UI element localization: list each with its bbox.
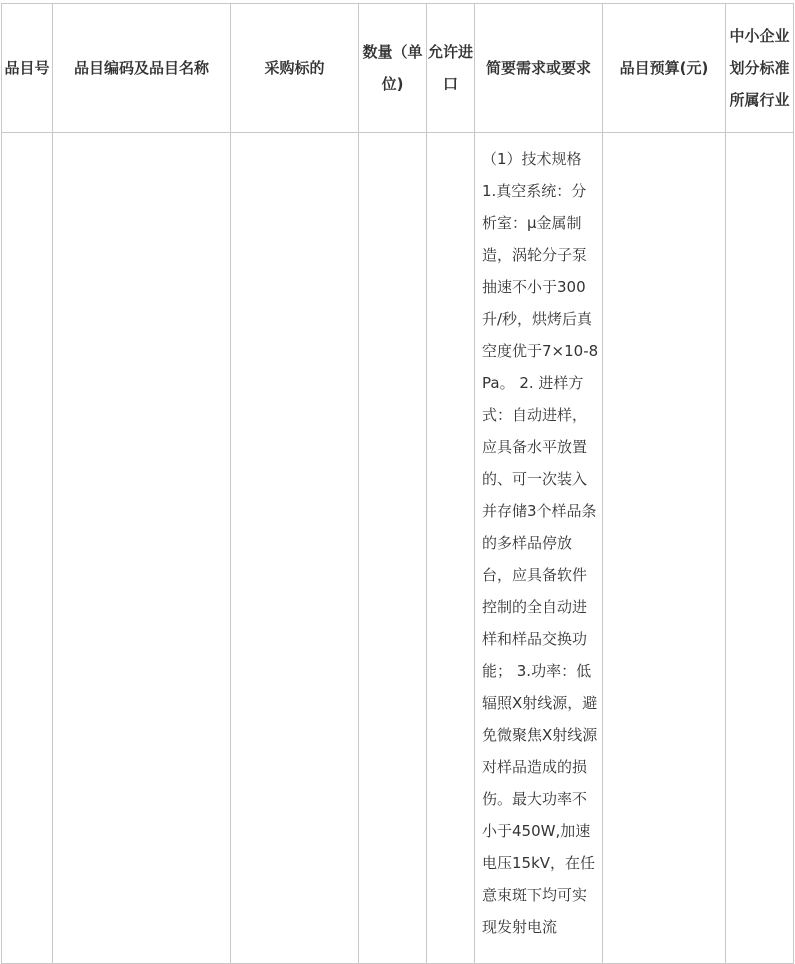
header-quantity-unit: 数量（单位): [359, 4, 427, 133]
cell-quantity-unit: [359, 133, 427, 964]
header-item-code-name: 品目编码及品目名称: [53, 4, 231, 133]
requirements-text: （1）技术规格 1.真空系统：分析室：μ金属制造，涡轮分子泵抽速不小于300升/秒，烘烤后真空度优于7×10-8Pa。 2. 进样方式：自动进样，应具备水平放置的、可一次装入并存储3个样品条的多样品停放台，应具备软件控制的全自动进样和样品交换功能； 3.功率：低辐照X射线源，避免微聚焦X射线源对样品造成的损伤。最大功率不小于450W,加速电压15kV，在任意束斑下均可实现发射电流: [482, 150, 599, 936]
procurement-table: [1, 3, 794, 964]
header-item-no: 品目号: [2, 4, 53, 133]
cell-procurement-target: [231, 133, 359, 964]
header-brief-requirements: 简要需求或要求: [475, 4, 603, 133]
table-row: [2, 133, 794, 964]
cell-item-budget: [603, 133, 726, 964]
cell-import-allowed: [427, 133, 475, 964]
cell-brief-requirements: [475, 133, 603, 964]
header-import-allowed: 允许进口: [427, 4, 475, 133]
header-sme-industry: 中小企业划分标准所属行业: [726, 4, 794, 133]
cell-sme-industry: [726, 133, 794, 964]
header-row: [2, 4, 794, 133]
header-procurement-target: 采购标的: [231, 4, 359, 133]
cell-item-code-name: [53, 133, 231, 964]
cell-item-no: [2, 133, 53, 964]
header-item-budget: 品目预算(元): [603, 4, 726, 133]
